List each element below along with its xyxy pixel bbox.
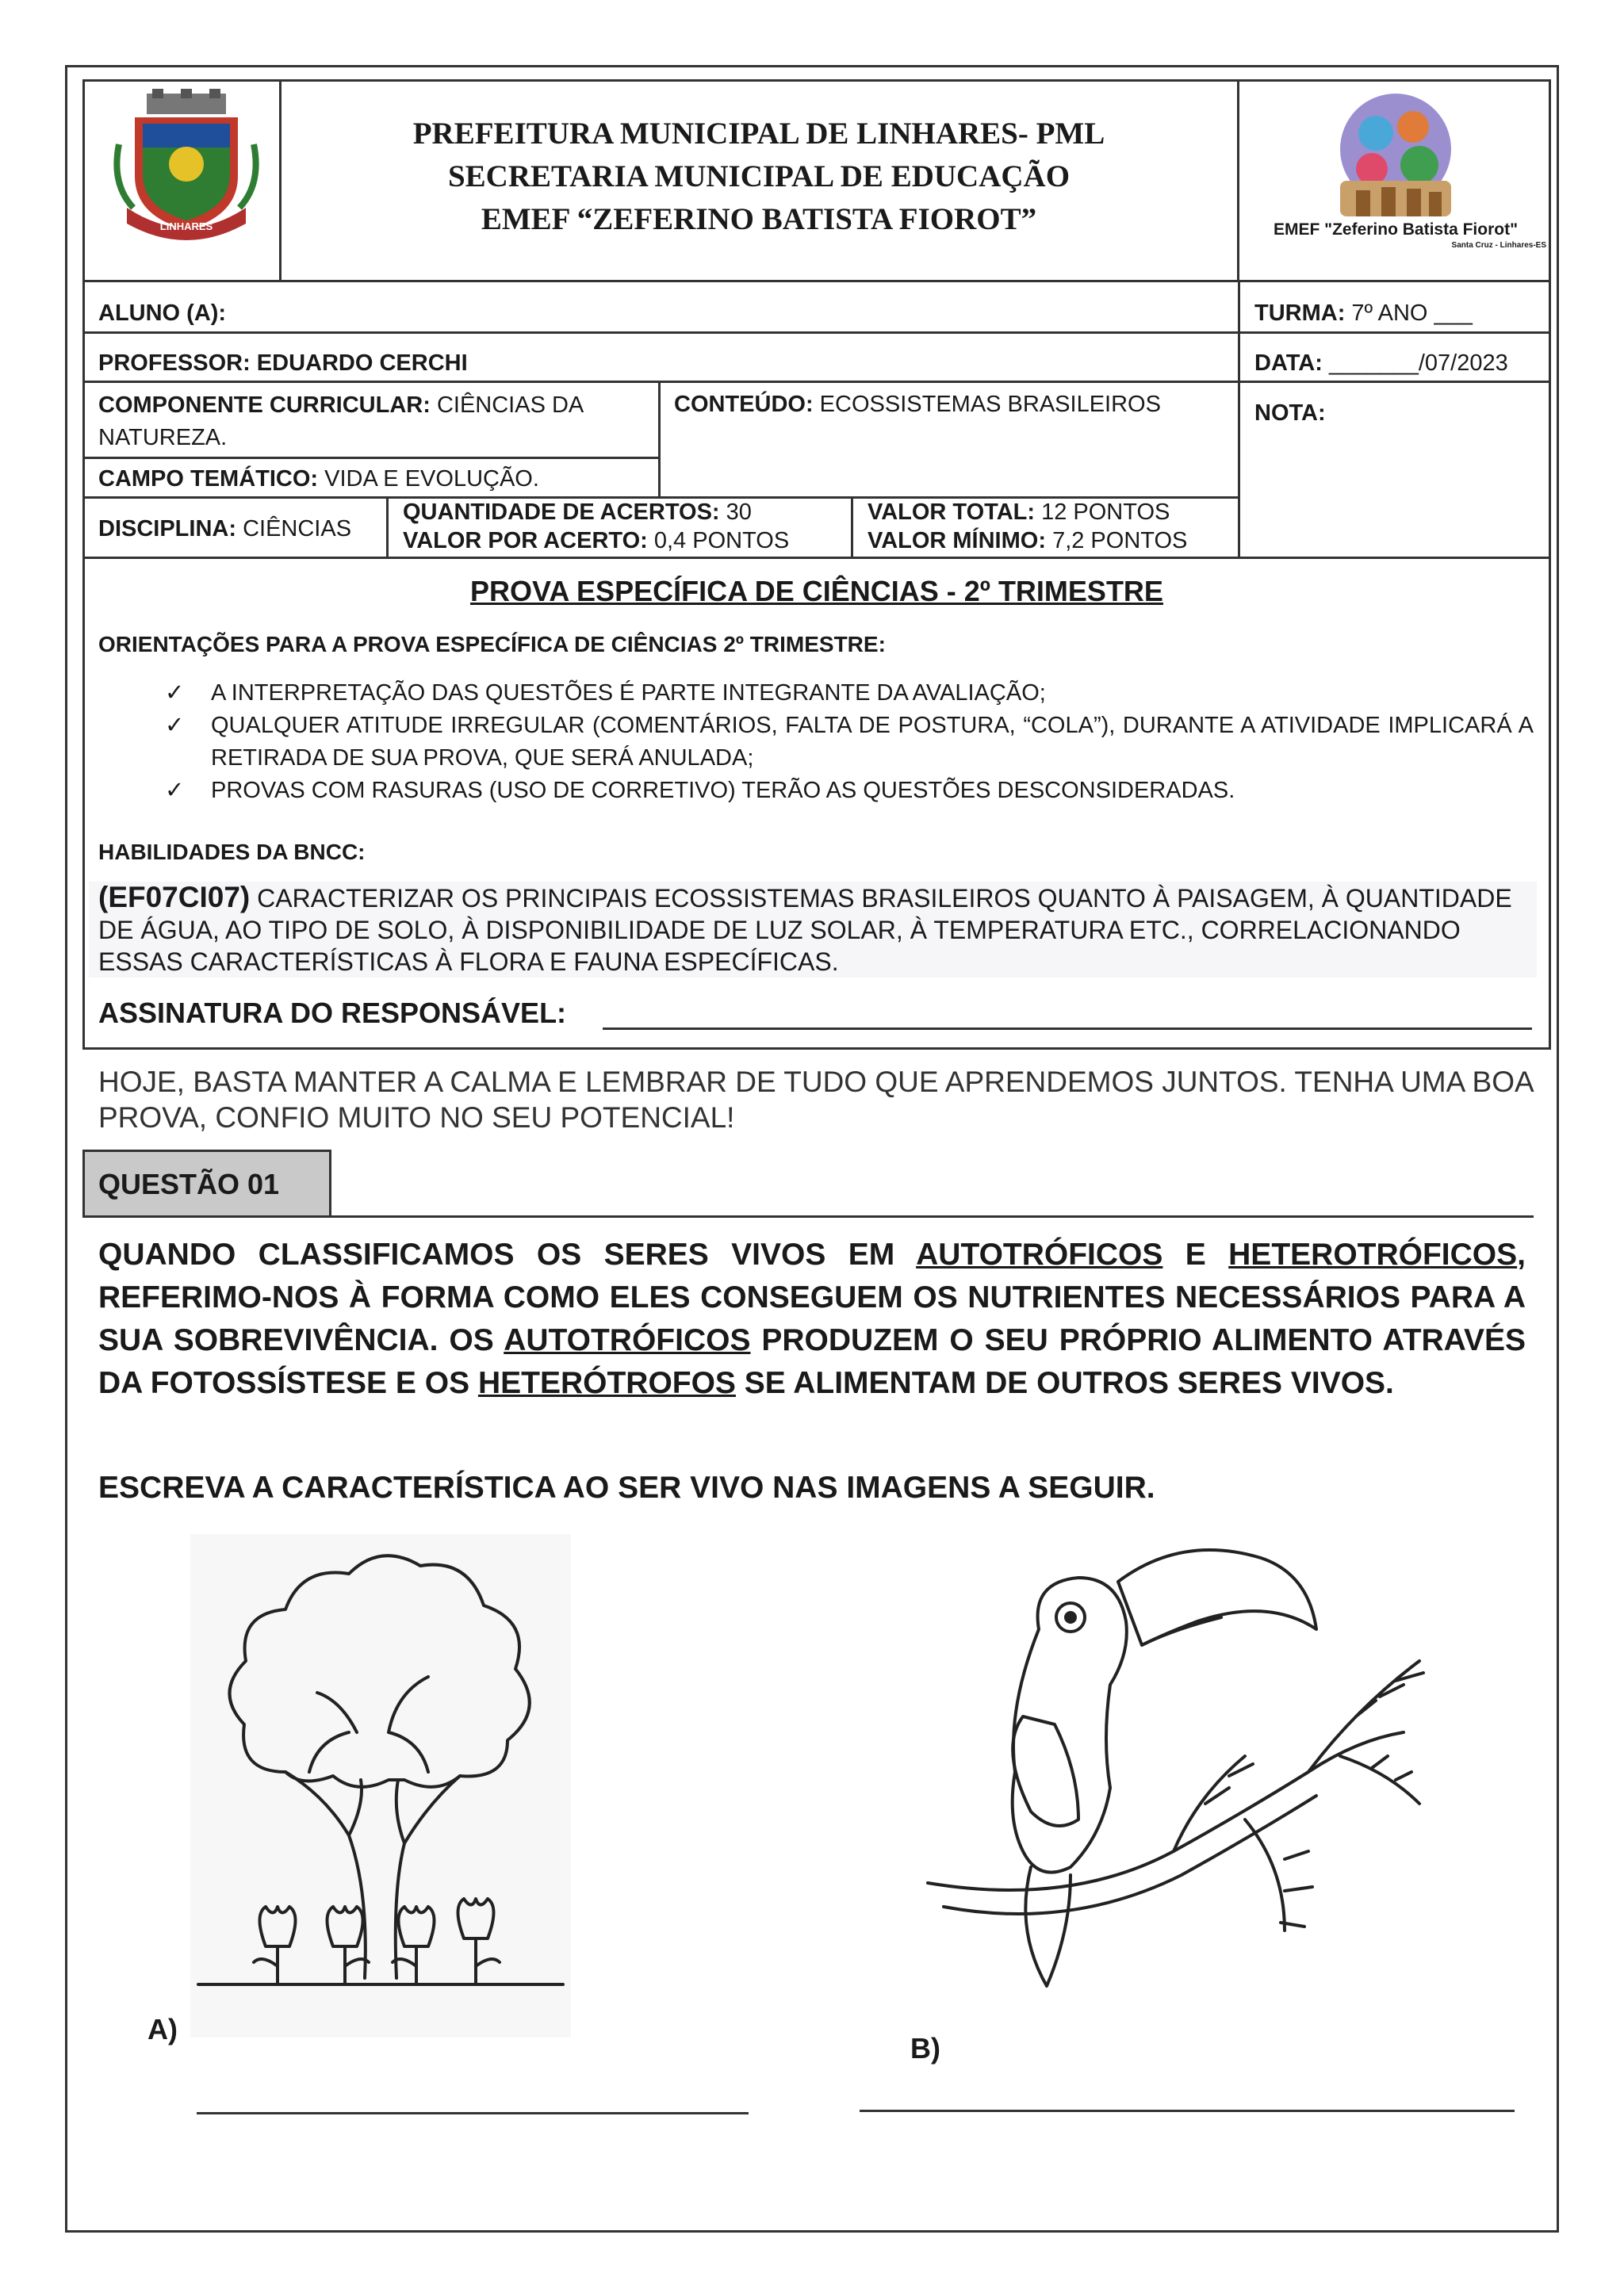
disciplina-label: DISCIPLINA: bbox=[98, 516, 236, 541]
question-instruction: ESCREVA A CARACTERÍSTICA AO SER VIVO NAS IMAGENS A SEGUIR. bbox=[98, 1471, 1155, 1505]
habilidades-title: HABILIDADES DA BNCC: bbox=[98, 840, 366, 864]
header-line-3: EMEF “ZEFERINO BATISTA FIOROT” bbox=[481, 202, 1037, 236]
campo-value: VIDA E EVOLUÇÃO. bbox=[324, 466, 539, 492]
check-icon: ✓ bbox=[165, 680, 185, 706]
componente-label: COMPONENTE CURRICULAR: bbox=[98, 392, 431, 418]
motivation-text: HOJE, BASTA MANTER A CALMA E LEMBRAR DE TUDO QUE APRENDEMOS JUNTOS. TENHA UMA BOA PROVA, CONFIO MUITO NO SEU POTENCIAL! bbox=[98, 1066, 1533, 1134]
turma-field bbox=[1254, 298, 1473, 328]
campo-label: CAMPO TEMÁTICO: bbox=[98, 466, 319, 492]
habilidade-body: CARACTERIZAR OS PRINCIPAIS ECOSSISTEMAS BRASILEIROS QUANTO À PAISAGEM, À QUANTIDADE DE ÁGUA, AO TIPO DE SOLO, À DISPONIBILIDADE DE LUZ SOLAR, À TEMPERATURA ETC., CORRELACIONANDO ESSAS CARACTERÍSTICAS À FLORA E FAUNA ESPECÍFICAS. bbox=[98, 884, 1512, 976]
data-field bbox=[1254, 348, 1508, 378]
disciplina-field bbox=[98, 514, 351, 544]
answer-label-a: A) bbox=[147, 2013, 178, 2045]
conteudo-value: ECOSSISTEMAS BRASILEIROS bbox=[819, 392, 1161, 417]
turma-value: 7º ANO ___ bbox=[1351, 300, 1473, 326]
school-logo-title: EMEF "Zeferino Batista Fiorot" bbox=[1273, 220, 1519, 239]
valor-acerto-label: VALOR POR ACERTO: bbox=[403, 528, 648, 553]
data-label: DATA: bbox=[1254, 350, 1323, 376]
term-autotroficos: AUTOTRÓFICOS bbox=[916, 1238, 1163, 1272]
acertos-value: 30 bbox=[726, 499, 752, 525]
disciplina-value: CIÊNCIAS bbox=[243, 516, 352, 541]
check-icon: ✓ bbox=[165, 713, 185, 738]
campo-tematico-field bbox=[98, 464, 539, 494]
aluno-label: ALUNO (A): bbox=[98, 300, 227, 326]
conteudo-field bbox=[674, 389, 1161, 419]
question-underline bbox=[330, 1215, 1534, 1218]
header-line-1: PREFEITURA MUNICIPAL DE LINHARES- PML bbox=[412, 117, 1105, 151]
valor-total-label: VALOR TOTAL: bbox=[868, 499, 1036, 525]
school-logo-subtitle: Santa Cruz - Linhares-ES bbox=[1451, 241, 1546, 250]
acertos-label: QUANTIDADE DE ACERTOS: bbox=[403, 499, 720, 525]
linhares-coat-of-arms-logo bbox=[111, 89, 262, 247]
rule-item: ✓ QUALQUER ATITUDE IRREGULAR (COMENTÁRIOS, FALTA DE POSTURA, “COLA”), DURANTE A ATIVIDADE IMPLICARÁ A RETIRADA DE SUA PROVA, QUE SERÁ ANULADA; bbox=[98, 710, 1534, 775]
valor-acerto-value: 0,4 PONTOS bbox=[653, 528, 790, 553]
assinatura-line[interactable] bbox=[603, 1027, 1532, 1030]
question-label: QUESTÃO 01 bbox=[98, 1168, 280, 1200]
rule-item: ✓ A INTERPRETAÇÃO DAS QUESTÕES É PARTE INTEGRANTE DA AVALIAÇÃO; bbox=[98, 677, 1534, 710]
exam-title: PROVA ESPECÍFICA DE CIÊNCIAS - 2º TRIMESTRE bbox=[470, 575, 1163, 607]
nota-label: NOTA: bbox=[1254, 400, 1326, 426]
habilidade-code: (EF07CI07) bbox=[98, 881, 251, 913]
rules-list bbox=[98, 677, 1534, 807]
school-logo bbox=[1245, 86, 1546, 276]
toucan-illustration bbox=[912, 1534, 1443, 2018]
term-heterotrofos: HETERÓTROFOS bbox=[477, 1366, 736, 1400]
answer-line-a[interactable] bbox=[197, 2112, 749, 2114]
acertos-field bbox=[403, 498, 789, 555]
valor-total-field bbox=[868, 498, 1187, 555]
professor-field: PROFESSOR: EDUARDO CERCHI bbox=[98, 350, 468, 376]
question-paragraph: QUANDO CLASSIFICAMOS OS SERES VIVOS EM AUTOTRÓFICOS E HETEROTRÓFICOS, REFERIMO-NOS À FORMA COMO ELES CONSEGUEM OS NUTRIENTES NECESSÁRIOS PARA A SUA SOBREVIVÊNCIA. OS AUTOTRÓFICOS PRODUZEM O SEU PRÓPRIO ALIMENTO ATRAVÉS DA FOTOSSÍSTESE E OS HETERÓTROFOS SE ALIMENTAM DE OUTROS SERES VIVOS. bbox=[98, 1238, 1526, 1400]
rule-item: ✓ PROVAS COM RASURAS (USO DE CORRETIVO) TERÃO AS QUESTÕES DESCONSIDERADAS. bbox=[98, 775, 1534, 807]
answer-label-b: B) bbox=[910, 2032, 940, 2064]
orientacoes-title: ORIENTAÇÕES PARA A PROVA ESPECÍFICA DE CIÊNCIAS 2º TRIMESTRE: bbox=[98, 632, 886, 656]
conteudo-label: CONTEÚDO: bbox=[674, 392, 814, 417]
term-autotroficos-2: AUTOTRÓFICOS bbox=[504, 1323, 751, 1357]
data-value: _______/07/2023 bbox=[1328, 350, 1508, 376]
habilidade-text bbox=[89, 882, 1537, 978]
tree-illustration bbox=[190, 1534, 571, 2038]
assinatura-label: ASSINATURA DO RESPONSÁVEL: bbox=[98, 997, 567, 1029]
check-icon: ✓ bbox=[165, 778, 185, 803]
header-title bbox=[285, 113, 1232, 241]
answer-line-b[interactable] bbox=[860, 2110, 1515, 2112]
header-line-2: SECRETARIA MUNICIPAL DE EDUCAÇÃO bbox=[447, 159, 1071, 193]
componente-field bbox=[98, 389, 653, 454]
term-heterotroficos: HETEROTRÓFICOS bbox=[1228, 1238, 1518, 1272]
turma-label: TURMA: bbox=[1254, 300, 1346, 326]
coat-of-arms-ribbon-text: LINHARES bbox=[159, 220, 213, 232]
valor-total-value: 12 PONTOS bbox=[1041, 499, 1170, 525]
componente-value: CIÊNCIAS DA NATUREZA. bbox=[98, 392, 583, 450]
valor-minimo-value: 7,2 PONTOS bbox=[1052, 528, 1188, 553]
valor-minimo-label: VALOR MÍNIMO: bbox=[868, 528, 1046, 553]
